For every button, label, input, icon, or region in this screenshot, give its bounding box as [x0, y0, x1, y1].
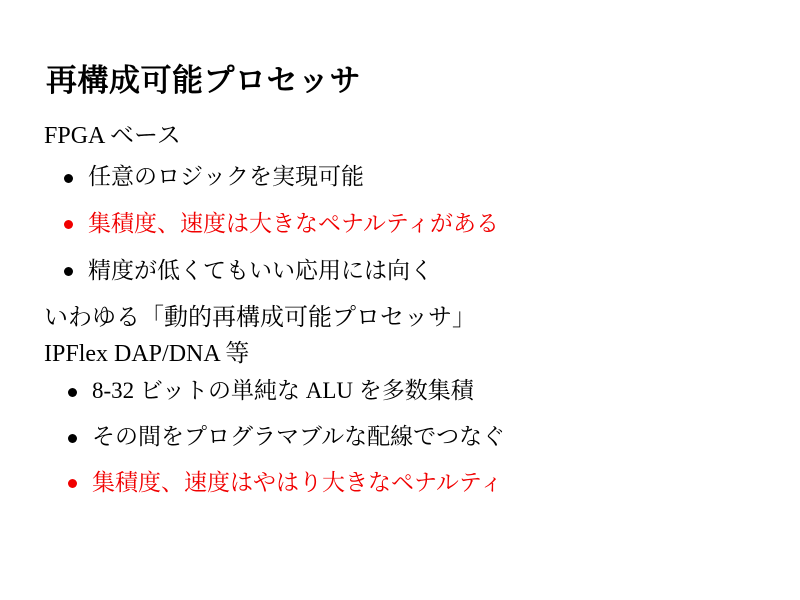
list-item-label: 集積度、速度は大きなペナルティがある — [88, 210, 500, 236]
list-item — [42, 257, 760, 286]
list-item — [42, 163, 760, 192]
list-item-label: 任意のロジックを実現可能 — [88, 164, 364, 190]
list-item — [42, 377, 760, 406]
bullet-dot-icon — [64, 220, 73, 229]
section-two-lead: いわゆる「動的再構成可能プロセッサ」 — [44, 305, 476, 332]
section-one-bullet-list — [42, 163, 760, 285]
section-two-bullet-list — [42, 377, 760, 497]
bullet-dot-icon — [68, 434, 77, 443]
list-item-label: 精度が低くてもいい応用には向く — [88, 257, 433, 283]
list-item-label: その間をプログラマブルな配線でつなぐ — [92, 424, 506, 450]
list-item-label: 8-32 ビットの単純な ALU を多数集積 — [92, 378, 474, 404]
bullet-dot-icon — [68, 479, 77, 488]
page-title: 再構成可能プロセッサ — [46, 63, 361, 98]
bullet-dot-icon — [64, 267, 73, 276]
list-item — [42, 423, 760, 452]
list-item — [42, 469, 760, 498]
list-item — [42, 210, 760, 239]
list-item-label: 集積度、速度はやはり大きなペナルティ — [92, 469, 504, 495]
bullet-dot-icon — [64, 174, 73, 183]
bullet-dot-icon — [68, 388, 77, 397]
section-two-heading: IPFlex DAP/DNA 等 — [44, 341, 250, 368]
section-one-heading: FPGA ベース — [44, 123, 181, 150]
